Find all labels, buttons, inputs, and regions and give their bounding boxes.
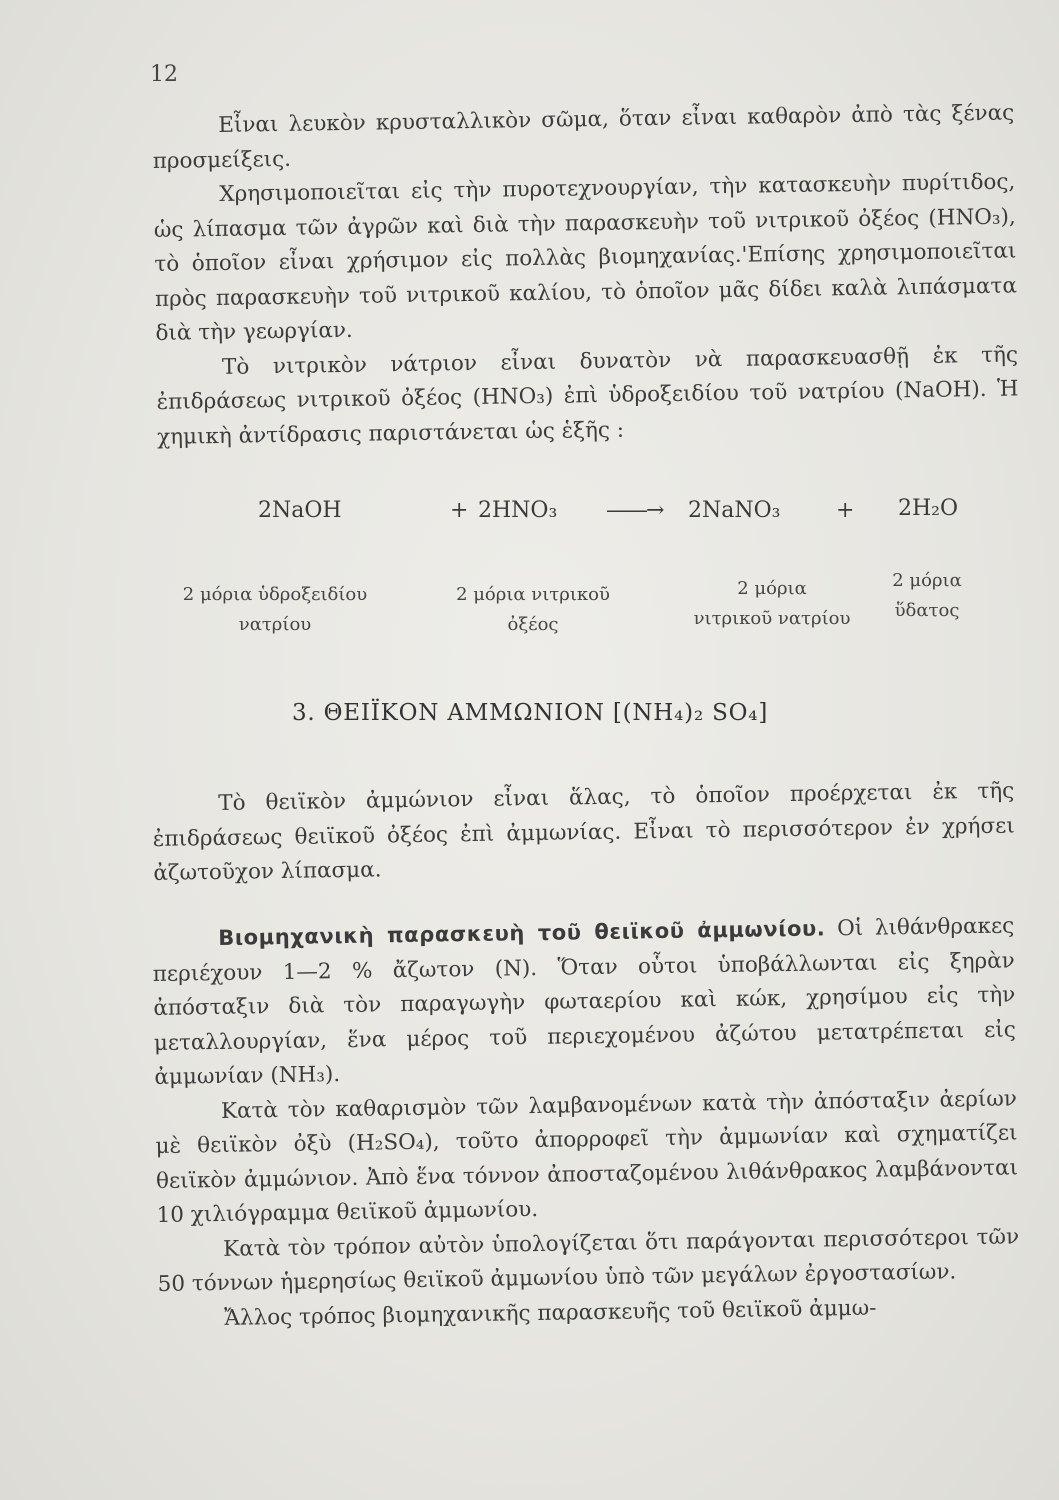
equation-label xyxy=(170,580,380,640)
label-line: ὕδατος xyxy=(894,600,960,621)
paragraph: Κατὰ τὸν καθαρισμὸν τῶν λαμβανομένων κατὰ τὴν ἀπόσταξιν ἀερίων μὲ θειϊκὸν ὀξὺ (H₂SO₄), τοῦτο ἀπορροφεῖ τὴν ἀμμωνίαν καὶ σχηματίζει θειϊκὸν ἀμμώνιον. Ἀπὸ ἕνα τόννον ἀποσταζομένου λιθάνθρακος λαμβάνονται 10 χιλιόγραμμα θειϊκοῦ ἀμμωνίου. xyxy=(155,1085,1019,1228)
paragraph-body: Οἱ λιθάνθρακες περιέχουν 1—2 % ἄζωτον (N). Ὅταν οὗτοι ὑποβάλλωνται εἰς ξηρὰν ἀπόσταξιν διὰ τὸν παραγωγὴν φωταερίου καὶ κώκ, χρησίμου εἰς τὴν μεταλλουργίαν, ἕνα μέρος τοῦ περιεχομένου ἀζώτου μετατρέπεται εἰς ἀμμωνίαν (NH₃). xyxy=(152,913,1016,1090)
paragraph: Ἄλλος τρόπος βιομηχανικῆς παρασκευῆς τοῦ θειϊκοῦ ἀμμω- xyxy=(224,1295,877,1331)
section-intro xyxy=(152,774,1016,891)
label-line: 2 μόρια ὑδροξειδίου xyxy=(182,584,368,605)
label-line: 2 μόρια xyxy=(737,578,807,599)
equation-term: 2HNO₃ xyxy=(478,498,558,523)
equation-label xyxy=(438,580,628,640)
equation-term: 2NaOH xyxy=(258,498,342,523)
industry-text xyxy=(152,908,1020,1336)
label-line: 2 μόρια xyxy=(892,570,962,591)
page-number: 12 xyxy=(150,62,178,87)
equation-label xyxy=(672,574,872,634)
paragraph: Χρησιμοποιεῖται εἰς τὴν πυροτεχνουργίαν, τὴν κατασκευὴν πυρίτιδος, ὡς λίπασμα τῶν ἀγρῶν καὶ διὰ τὴν παρασκευὴν τοῦ νιτρικοῦ ὀξέος (HNO₃), τὸ ὁποῖον εἶναι χρήσιμον εἰς πολλὰς βιομηχανίας.'Επίσης χρησιμοποιεῖται πρὸς παρασκευὴν τοῦ νιτρικοῦ καλίου, τὸ ὁποῖον μᾶς δίδει καλὰ λιπάσματα διὰ τὴν γεωργίαν. xyxy=(153,169,1018,346)
equation-term: 2H₂O xyxy=(898,496,959,521)
paragraph: Τὸ νιτρικὸν νάτριον εἶναι δυνατὸν νὰ παρασκευασθῇ ἐκ τῆς ἐπιδράσεως νιτρικοῦ ὀξέος (HNO₃) ἐπὶ ὑδροξειδίου τοῦ νατρίου (NaOH). Ἡ χημικὴ ἀντίδρασις παριστάνεται ὡς ἑξῆς : xyxy=(156,341,1019,450)
equation-label xyxy=(872,566,982,626)
paragraph: Εἶναι λευκὸν κρυσταλλικὸν σῶμα, ὅταν εἶναι καθαρὸν ἀπὸ τὰς ξένας προσμείξεις. xyxy=(152,100,1015,174)
section-title: 3. ΘΕΙΪΚΟΝ ΑΜΜΩΝΙΟΝ [(NH₄)₂ SO₄] xyxy=(292,700,769,726)
paragraph: Τὸ θειϊκὸν ἀμμώνιον εἶναι ἅλας, τὸ ὁποῖον προέρχεται ἐκ τῆς ἐπιδράσεως θειϊκοῦ ὀξέος ἐπὶ ἀμμωνίας. Εἶναι τὸ περισσότερον ἐν χρήσει ἀζωτοῦχον λίπασμα. xyxy=(152,778,1015,886)
label-line: 2 μόρια νιτρικοῦ xyxy=(456,584,610,605)
equation-plus: + xyxy=(836,498,855,523)
equation-term: 2NaNO₃ xyxy=(688,498,781,523)
equation-plus: + xyxy=(450,498,469,523)
intro-text xyxy=(152,96,1019,454)
paragraph-heading: Βιομηχανικὴ παρασκευὴ τοῦ θειϊκοῦ ἀμμωνίου. xyxy=(218,916,826,950)
paragraph: Κατὰ τὸν τρόπον αὐτὸν ὑπολογίζεται ὅτι παράγονται περισσότεροι τῶν 50 τόννων ἡμερησίως θειϊκοῦ ἀμμωνίου ὑπὸ τῶν μεγάλων ἐργοστασίων. xyxy=(157,1223,1020,1297)
reaction-arrow: ——→ xyxy=(606,498,663,523)
paragraph xyxy=(152,908,1017,1095)
label-line: ὀξέος xyxy=(507,614,559,635)
label-line: νιτρικοῦ νατρίου xyxy=(693,608,851,629)
label-line: νατρίου xyxy=(238,614,312,635)
